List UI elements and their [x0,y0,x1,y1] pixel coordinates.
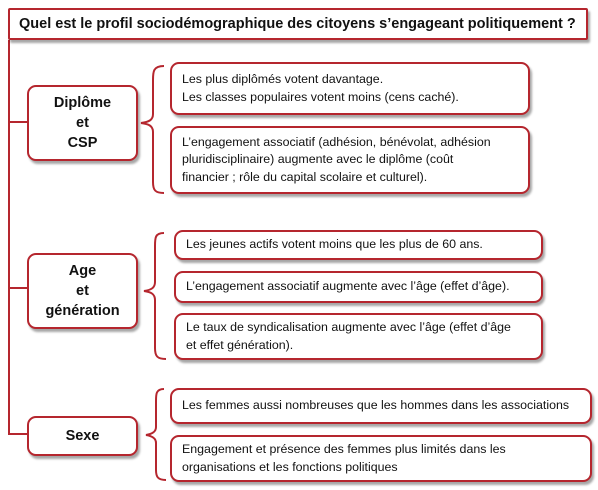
item-text-line: L’engagement associatif augmente avec l’âge (effet d’âge). [186,279,510,294]
item-text-line: Engagement et présence des femmes plus limités dans les [182,442,506,456]
brace-diplome [141,66,164,193]
brace-age [144,233,166,359]
category-label-line: CSP [67,135,98,151]
item-text-line: et effet génération). [186,337,294,352]
item-text-line: Les jeunes actifs votent moins que les plus de 60 ans. [186,237,483,252]
category-label-line: Age [68,263,97,279]
category-label-line: Sexe [65,428,100,444]
item-sexe-associations [170,388,592,424]
category-diplome-csp [27,85,138,161]
item-text-line: pluridisciplinaire) augmente avec le diplôme (coût [182,152,454,167]
item-age-syndicalisation [174,313,543,360]
item-age-associatif [174,271,543,303]
item-text-line: Le taux de syndicalisation augmente avec l’âge (effet d’âge [186,320,511,334]
item-text-line: financier ; rôle du capital scolaire et culturel). [182,169,428,184]
item-text-line: Les femmes aussi nombreuses que les hommes dans les associations [182,398,570,413]
item-text-line: Les plus diplômés votent davantage. [182,72,384,86]
diagram-title: Quel est le profil sociodémographique des citoyens s’engageant politiquement ? [8,8,588,40]
category-label-line: et [76,115,89,131]
category-label-line: et [76,283,89,299]
item-diplome-associatif [170,126,530,194]
trunk-line [9,40,27,434]
category-age-generation [27,253,138,329]
category-sexe [27,416,138,456]
category-label-line: génération [45,303,120,319]
item-diplome-vote [170,62,530,115]
item-sexe-fonctions-politiques [170,435,592,482]
item-text-line: L’engagement associatif (adhésion, bénévolat, adhésion [182,134,491,149]
category-label-line: Diplôme [53,95,112,111]
item-text-line: organisations et les fonctions politiques [182,459,398,474]
item-age-vote [174,230,543,260]
item-text-line: Les classes populaires votent moins (cens caché). [182,89,459,104]
brace-sexe [146,389,166,480]
